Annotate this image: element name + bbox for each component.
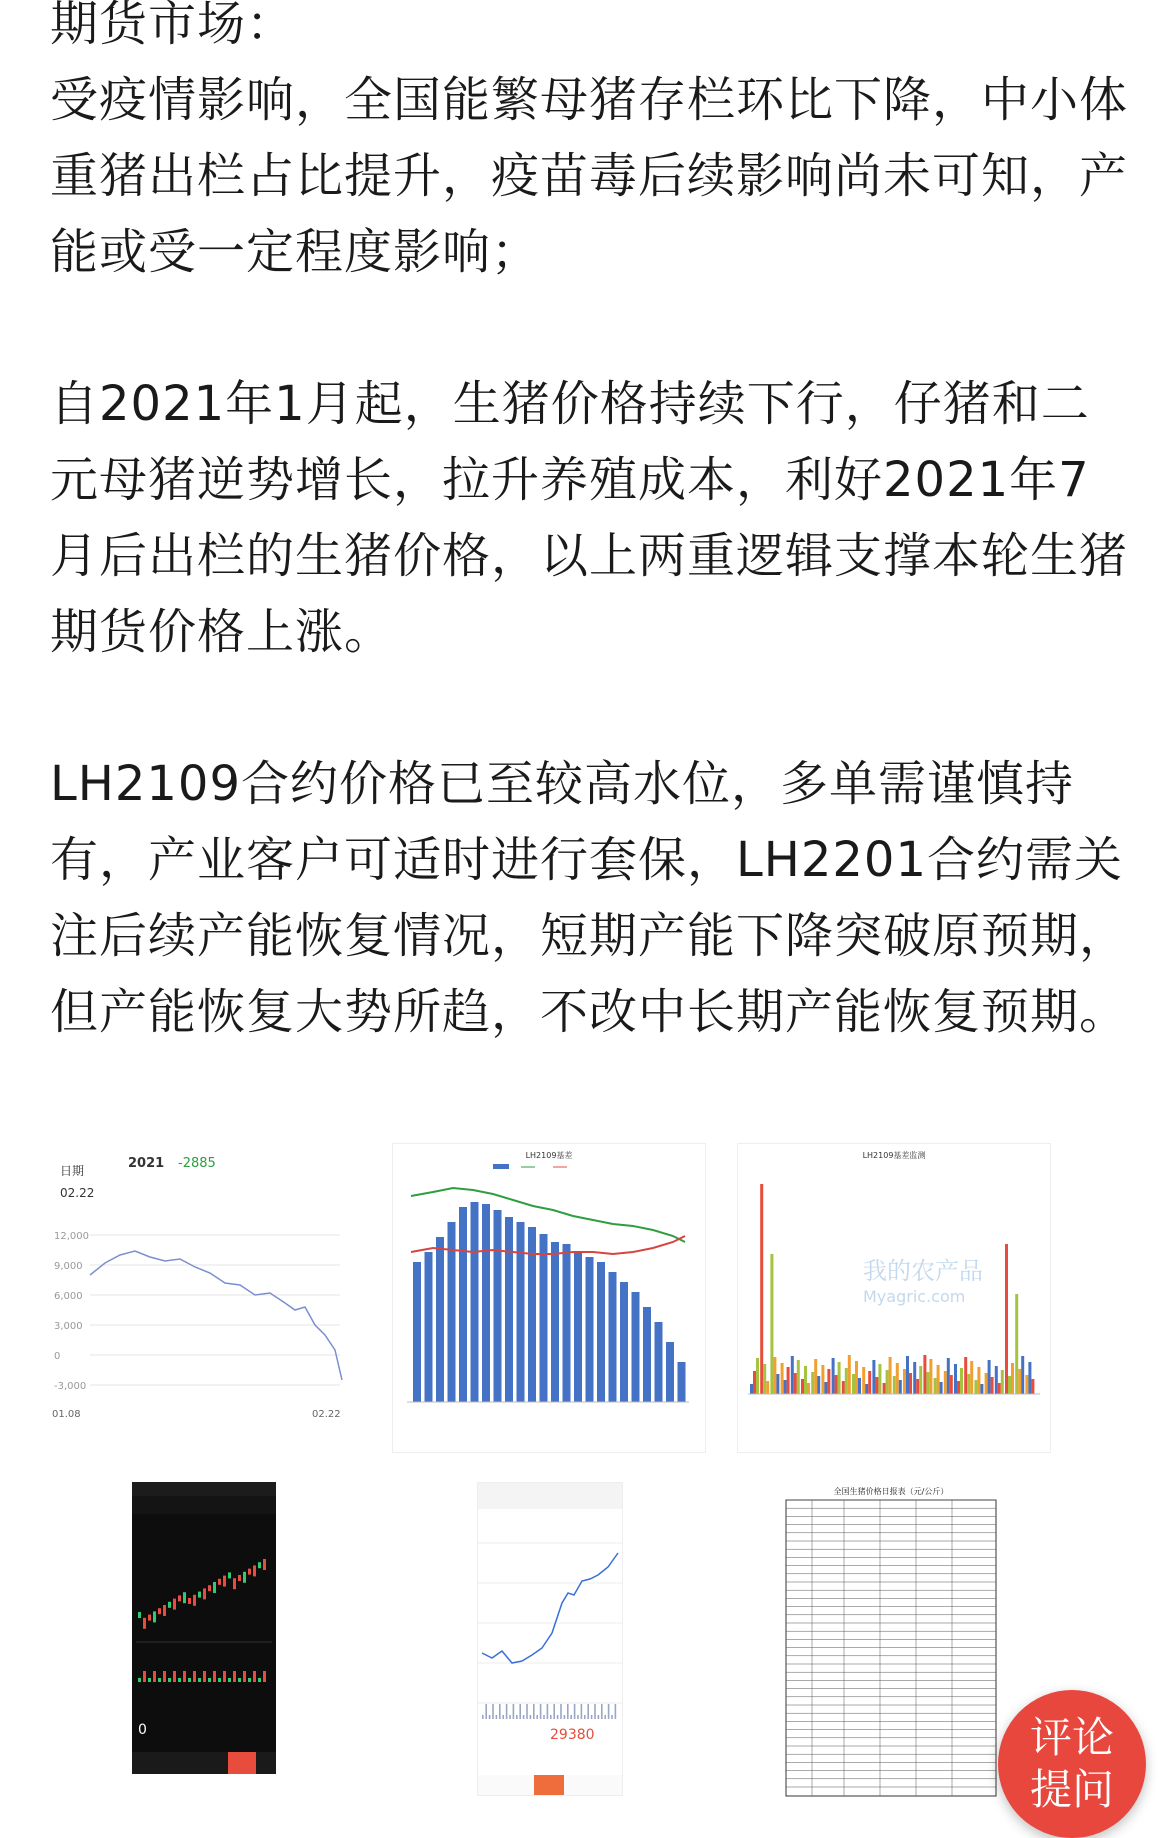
bar <box>960 1368 963 1394</box>
volume-bar <box>193 1671 196 1682</box>
bar <box>985 1373 988 1394</box>
volume-bar <box>168 1678 171 1682</box>
volume-bars <box>138 1671 266 1682</box>
y-tick: 12,000 <box>54 1231 89 1242</box>
bar <box>998 1383 1001 1394</box>
bar <box>1005 1244 1008 1394</box>
bar <box>944 1371 947 1394</box>
bar <box>787 1367 790 1394</box>
bar <box>1031 1379 1034 1394</box>
bar <box>950 1375 953 1394</box>
paragraph-price-trend: 自2021年1月起，生猪价格持续下行，仔猪和二元母猪逆势增长，拉升养殖成本，利好2021年7月后出栏的生猪价格，以上两重逻辑支撑本轮生猪期货价格上涨。 <box>50 376 1129 660</box>
bar <box>574 1252 582 1402</box>
bars <box>413 1202 686 1402</box>
candle <box>248 1569 251 1575</box>
bar <box>766 1381 769 1394</box>
basis-monitor-chart <box>738 1144 1050 1452</box>
x-start-label: 01.08 <box>52 1409 81 1420</box>
volume-bar <box>499 1704 501 1719</box>
basis-bar-chart <box>393 1144 705 1452</box>
fab-label-ask: 提问 <box>1029 1765 1114 1814</box>
volume-bar <box>557 1715 559 1719</box>
intraday-screen <box>478 1483 622 1795</box>
volume-bar <box>519 1704 521 1719</box>
image-basis-line-chart[interactable] <box>50 1135 350 1425</box>
candle <box>203 1588 206 1599</box>
bar <box>821 1365 824 1394</box>
volume-bar <box>509 1715 511 1719</box>
bar <box>878 1364 881 1394</box>
volume-bar <box>570 1715 572 1719</box>
bar <box>791 1356 794 1394</box>
table-border <box>786 1500 996 1796</box>
volume-bar <box>543 1715 545 1719</box>
volume-bar <box>228 1678 231 1682</box>
bar <box>655 1322 663 1402</box>
candle <box>183 1592 186 1603</box>
basis-line-chart <box>50 1135 350 1425</box>
volume-bar <box>574 1704 576 1719</box>
candle <box>173 1599 176 1610</box>
price-line <box>482 1553 618 1663</box>
volume-bar <box>233 1671 236 1682</box>
volume-bar <box>502 1715 504 1719</box>
image-price-table[interactable] <box>784 1482 998 1802</box>
bar <box>832 1358 835 1394</box>
volume-bar <box>148 1678 151 1682</box>
bar <box>794 1373 797 1394</box>
bar <box>896 1363 899 1394</box>
bar <box>784 1380 787 1394</box>
candle <box>193 1595 196 1606</box>
big-value: 0 <box>138 1722 147 1738</box>
volume-bar <box>143 1671 146 1682</box>
y-tick: 6,000 <box>54 1291 83 1302</box>
candle <box>243 1572 246 1583</box>
candle <box>138 1612 141 1618</box>
volume-bar <box>513 1704 515 1719</box>
volume-bar <box>577 1715 579 1719</box>
bar <box>482 1204 490 1402</box>
volume-bar <box>587 1704 589 1719</box>
bar <box>459 1207 467 1402</box>
bar <box>991 1377 994 1394</box>
bar <box>970 1361 973 1394</box>
change-value: -2885 <box>178 1156 216 1171</box>
date-label: 日期 <box>60 1164 85 1178</box>
volume-bar <box>223 1671 226 1682</box>
bar <box>919 1366 922 1394</box>
price-table <box>784 1482 998 1802</box>
volume-bar <box>208 1678 211 1682</box>
bar <box>957 1381 960 1394</box>
bar <box>563 1244 571 1402</box>
bar <box>838 1362 841 1394</box>
candle <box>263 1559 266 1570</box>
bar <box>632 1292 640 1402</box>
bar <box>1018 1369 1021 1394</box>
volume-bar <box>158 1678 161 1682</box>
candle <box>238 1575 241 1581</box>
grid <box>478 1543 622 1703</box>
bar <box>967 1374 970 1394</box>
bar <box>753 1371 756 1394</box>
candle <box>178 1595 181 1601</box>
candle <box>228 1572 231 1578</box>
volume-bar <box>550 1715 552 1719</box>
bar <box>756 1358 759 1394</box>
bar <box>868 1371 871 1394</box>
bar <box>620 1282 628 1402</box>
candle <box>253 1565 256 1576</box>
bar <box>988 1360 991 1394</box>
bar <box>811 1372 814 1394</box>
volume-bar <box>526 1704 528 1719</box>
bar <box>926 1372 929 1394</box>
bar <box>886 1370 889 1394</box>
paragraph-heading: 期货市场： <box>50 0 296 52</box>
watermark-cn: 我的农产品 <box>863 1257 983 1285</box>
volume-bar <box>218 1678 221 1682</box>
bar <box>824 1382 827 1394</box>
watermark-en: Myagric.com <box>863 1287 966 1306</box>
volume-bar <box>533 1704 535 1719</box>
bar <box>517 1222 525 1402</box>
bar <box>807 1383 810 1394</box>
bar <box>835 1375 838 1394</box>
bar <box>964 1357 967 1394</box>
bar <box>940 1382 943 1394</box>
bar <box>436 1237 444 1402</box>
bar <box>848 1355 851 1394</box>
comment-ask-button[interactable] <box>998 1690 1146 1838</box>
volume-bars <box>482 1704 616 1719</box>
bar <box>1015 1294 1018 1394</box>
legend <box>493 1164 567 1169</box>
y-axis-ticks <box>54 1231 89 1392</box>
volume-bar <box>243 1671 246 1682</box>
volume-bar <box>238 1678 241 1682</box>
volume-bar <box>560 1704 562 1719</box>
bar <box>797 1360 800 1394</box>
bar <box>494 1210 502 1402</box>
volume-bar <box>258 1678 261 1682</box>
paragraph-epidemic: 受疫情影响，全国能繁母猪存栏环比下降，中小体重猪出栏占比提升，疫苗毒后续影响尚未可知，产能或受一定程度影响； <box>50 72 1129 280</box>
bar <box>872 1360 875 1394</box>
candle <box>158 1608 161 1614</box>
candle <box>188 1598 191 1604</box>
volume-bar <box>567 1704 569 1719</box>
candle <box>168 1602 171 1608</box>
bar <box>858 1378 861 1394</box>
bar <box>845 1368 848 1394</box>
bar <box>425 1252 433 1402</box>
volume-bar <box>608 1704 610 1719</box>
volume-bar <box>611 1715 613 1719</box>
volume-bar <box>601 1704 603 1719</box>
basis-series-line <box>90 1251 342 1380</box>
volume-bar <box>492 1704 494 1719</box>
volume-bar <box>253 1671 256 1682</box>
bar <box>1001 1370 1004 1394</box>
bar <box>814 1359 817 1394</box>
bar <box>899 1380 902 1394</box>
bar <box>586 1257 594 1402</box>
volume-bar <box>615 1704 617 1719</box>
bar <box>883 1383 886 1394</box>
candle <box>163 1605 166 1616</box>
article-body <box>50 0 1130 1050</box>
image-intraday-app[interactable] <box>477 1482 623 1796</box>
volume-bar <box>530 1715 532 1719</box>
y-tick: -3,000 <box>54 1381 87 1392</box>
bar <box>906 1356 909 1394</box>
volume-bar <box>594 1704 596 1719</box>
image-trading-app-dark[interactable] <box>132 1482 276 1774</box>
volume-bar <box>540 1704 542 1719</box>
bar <box>865 1384 868 1394</box>
bar <box>773 1357 776 1394</box>
volume-bar <box>482 1715 484 1719</box>
bar <box>923 1355 926 1394</box>
x-end-label: 02.22 <box>312 1409 341 1420</box>
bar <box>893 1376 896 1394</box>
bar <box>862 1367 865 1394</box>
bar <box>750 1384 753 1394</box>
bar <box>827 1369 830 1394</box>
bar <box>760 1184 763 1394</box>
table-title: 全国生猪价格日报表（元/公斤） <box>833 1487 949 1496</box>
bar <box>913 1362 916 1394</box>
bar <box>413 1262 421 1402</box>
bar <box>916 1379 919 1394</box>
y-tick: 0 <box>54 1351 61 1362</box>
bar <box>980 1384 983 1394</box>
bar <box>855 1361 858 1394</box>
bar <box>909 1373 912 1394</box>
bar <box>781 1363 784 1394</box>
bar <box>1028 1362 1031 1394</box>
bar <box>1021 1356 1024 1394</box>
bar <box>937 1365 940 1394</box>
volume-bar <box>485 1704 487 1719</box>
y-tick: 3,000 <box>54 1321 83 1332</box>
volume-bar <box>553 1704 555 1719</box>
bar <box>875 1377 878 1394</box>
volume-bar <box>496 1715 498 1719</box>
price-value: 29380 <box>550 1727 595 1743</box>
bar <box>770 1254 773 1394</box>
bar <box>597 1262 605 1402</box>
paragraph-contract-advice: LH2109合约价格已至较高水位，多单需谨慎持有，产业客户可适时进行套保，LH2201合约需关注后续产能恢复情况，短期产能下降突破原预期，但产能恢复大势所趋，不改中长期产能恢复预期。 <box>50 756 1129 1040</box>
bar <box>1011 1363 1014 1394</box>
bar <box>934 1378 937 1394</box>
candle <box>233 1578 236 1589</box>
volume-bar <box>188 1678 191 1682</box>
volume-bar <box>581 1704 583 1719</box>
grid-lines <box>90 1235 340 1385</box>
fab-label-comment: 评论 <box>1029 1713 1114 1762</box>
bar <box>763 1364 766 1394</box>
volume-bar <box>198 1678 201 1682</box>
bar <box>643 1307 651 1402</box>
volume-bar <box>536 1715 538 1719</box>
bar <box>551 1242 559 1402</box>
volume-bar <box>183 1671 186 1682</box>
bar <box>954 1364 957 1394</box>
candle <box>218 1579 221 1585</box>
chart-title: LH2109基差 <box>525 1151 573 1160</box>
volume-bar <box>248 1678 251 1682</box>
bar <box>947 1358 950 1394</box>
volume-bar <box>598 1715 600 1719</box>
volume-bar <box>591 1715 593 1719</box>
candle <box>148 1615 151 1621</box>
volume-bar <box>489 1715 491 1719</box>
candle <box>198 1592 201 1598</box>
bar <box>1025 1375 1028 1394</box>
bar <box>974 1380 977 1394</box>
bar <box>852 1374 855 1394</box>
y-tick: 9,000 <box>54 1261 83 1272</box>
bar <box>804 1366 807 1394</box>
volume-bar <box>523 1715 525 1719</box>
bar <box>889 1357 892 1394</box>
bar <box>801 1379 804 1394</box>
bar <box>842 1381 845 1394</box>
volume-bar <box>604 1715 606 1719</box>
bar <box>776 1374 779 1394</box>
volume-bar <box>547 1704 549 1719</box>
table-grid <box>786 1500 996 1796</box>
candle <box>208 1585 211 1591</box>
volume-bar <box>178 1678 181 1682</box>
bar <box>1008 1376 1011 1394</box>
bar <box>609 1272 617 1402</box>
image-basis-bar-chart[interactable] <box>392 1143 706 1453</box>
volume-bar <box>213 1671 216 1682</box>
candle <box>143 1618 146 1629</box>
volume-bar <box>564 1715 566 1719</box>
candles <box>138 1559 266 1629</box>
bar <box>666 1342 674 1402</box>
chart-title: LH2109基差监测 <box>862 1151 926 1160</box>
image-basis-monitor-chart[interactable] <box>737 1143 1051 1453</box>
candle <box>213 1582 216 1593</box>
volume-bar <box>506 1704 508 1719</box>
volume-bar <box>584 1715 586 1719</box>
bar <box>540 1234 548 1402</box>
candle <box>153 1611 156 1622</box>
volume-bar <box>263 1671 266 1682</box>
candle <box>258 1562 261 1568</box>
bar <box>817 1376 820 1394</box>
bar <box>471 1202 479 1402</box>
date-value: 02.22 <box>60 1186 95 1200</box>
volume-bar <box>516 1715 518 1719</box>
candle <box>223 1576 226 1587</box>
dark-kline-screen <box>132 1482 276 1774</box>
volume-bar <box>163 1671 166 1682</box>
bar <box>505 1217 513 1402</box>
bar <box>929 1359 932 1394</box>
year-label: 2021 <box>128 1156 165 1171</box>
bar <box>678 1362 686 1402</box>
volume-bar <box>138 1678 141 1682</box>
bar <box>903 1369 906 1394</box>
volume-bar <box>203 1671 206 1682</box>
volume-bar <box>173 1671 176 1682</box>
volume-bar <box>153 1671 156 1682</box>
bar <box>995 1366 998 1394</box>
bar <box>977 1367 980 1394</box>
